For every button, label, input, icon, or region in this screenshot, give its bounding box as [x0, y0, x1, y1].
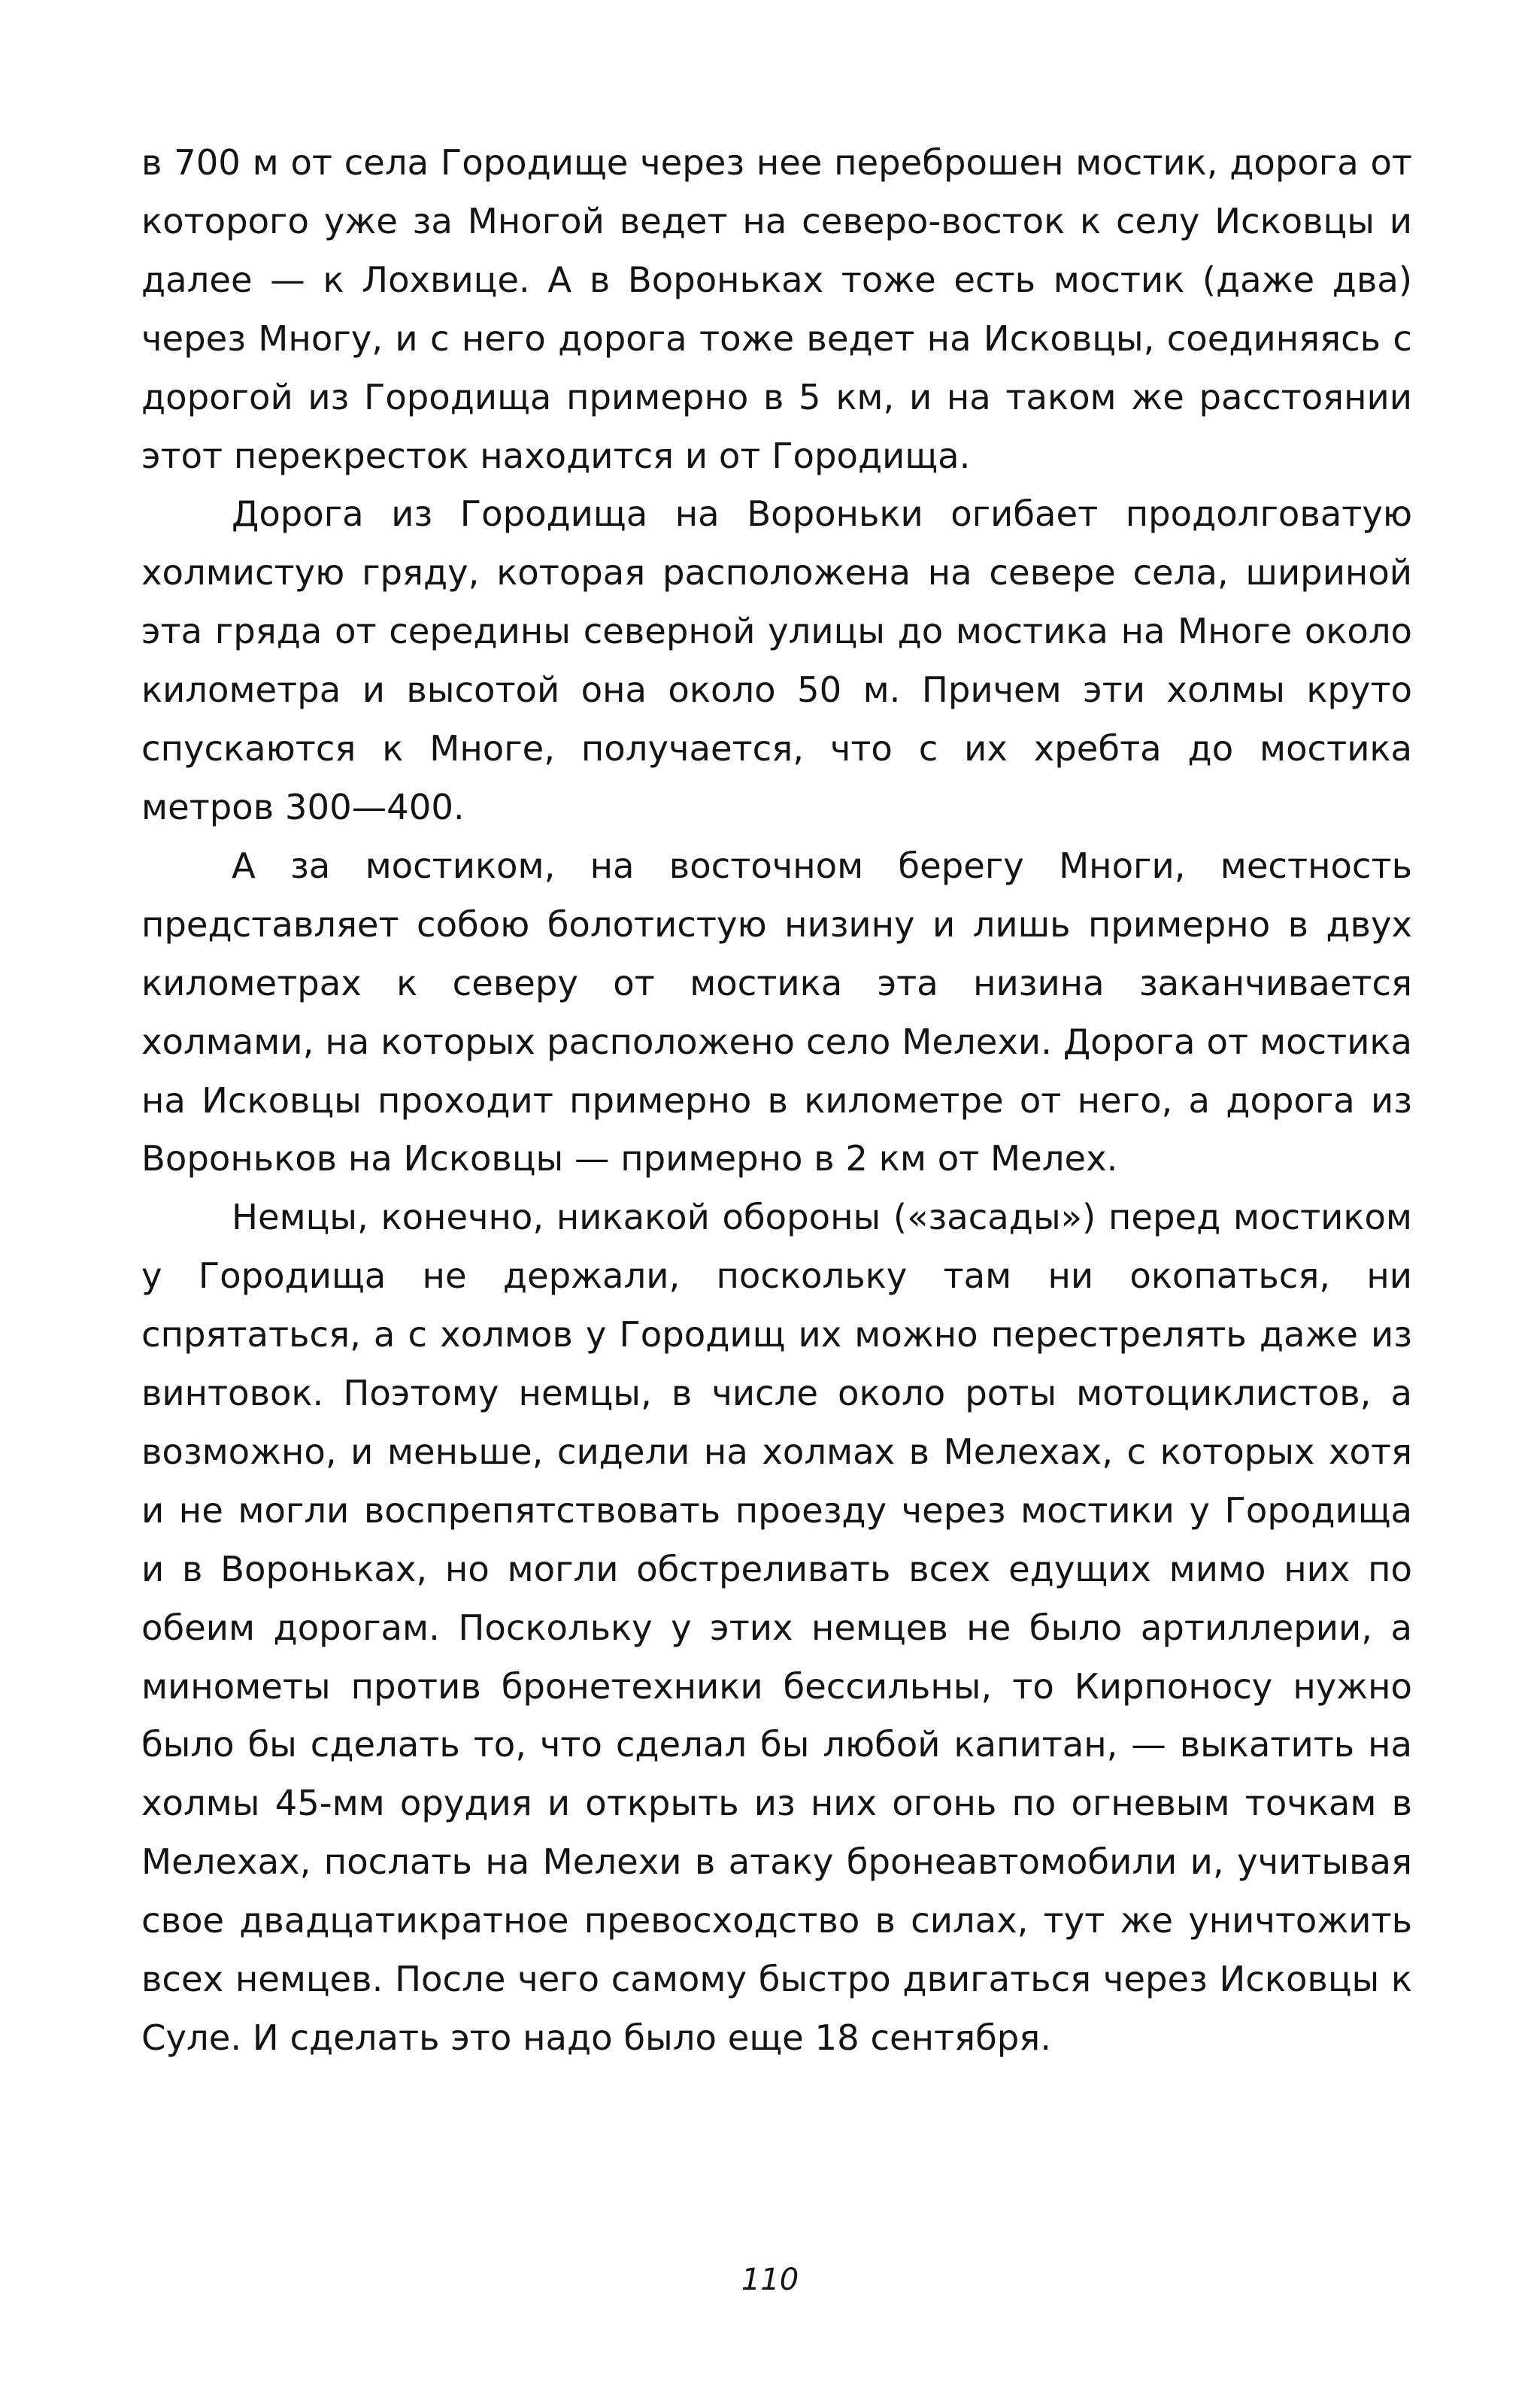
paragraph-4: Немцы, конечно, никакой обороны («засады») перед мостиком у Городища не держали, поскольку там ни окопаться, ни спрятаться, а с холмов у Городищ их можно перестрелять даже из винтовок. Поэтому немцы, в числе около роты мотоциклистов, а возможно, и меньше, сидели на холмах в Мелехах, с которых хотя и не могли воспрепятствовать проезду через мостики у Городища и в Вороньках, но могли обстреливать всех едущих мимо них по обеим дорогам. Поскольку у этих немцев не было артиллерии, а минометы против бронетехники бессильны, то Кирпоносу нужно было бы сделать то, что сделал бы любой капитан, — выкатить на холмы 45-мм орудия и открыть из них огонь по огневым точкам в Мелехах, послать на Мелехи в атаку бронеавтомобили и, учитывая свое двадцатикратное превосходство в силах, тут же уничтожить всех немцев. После чего самому быстро двигаться через Исковцы к Суле. И сделать это надо было еще 18 сентября. — [141, 1197, 1412, 2058]
paragraph-1: в 700 м от села Городище через нее переброшен мостик, дорога от которого уже за Многой ведет на северо-восток к селу Исковцы и далее — к Лохвице. А в Вороньках тоже есть мостик (даже два) через Многу, и с него дорога тоже ведет на Исковцы, соединяясь с дорогой из Городища примерно в 5 км, и на таком же расстоянии этот перекресток находится и от Городища. — [141, 142, 1412, 476]
paragraph-2: Дорога из Городища на Вороньки огибает продолговатую холмистую гряду, которая расположена на севере села, шириной эта гряда от середины северной улицы до мостика на Многе около километра и высотой она около 50 м. Причем эти холмы круто спускаются к Многе, получается, что с их хребта до мостика метров 300—400. — [141, 493, 1412, 827]
paragraph-3: А за мостиком, на восточном берегу Многи, местность представляет собою болотистую низину и лишь примерно в двух километрах к северу от мостика эта низина заканчивается холмами, на которых расположено село Мелехи. Дорога от мостика на Исковцы проходит примерно в километре от него, а дорога из Вороньков на Исковцы — примерно в 2 км от Мелех. — [141, 845, 1412, 1179]
page-number: 110 — [741, 2263, 799, 2297]
page-body — [141, 134, 1412, 2068]
